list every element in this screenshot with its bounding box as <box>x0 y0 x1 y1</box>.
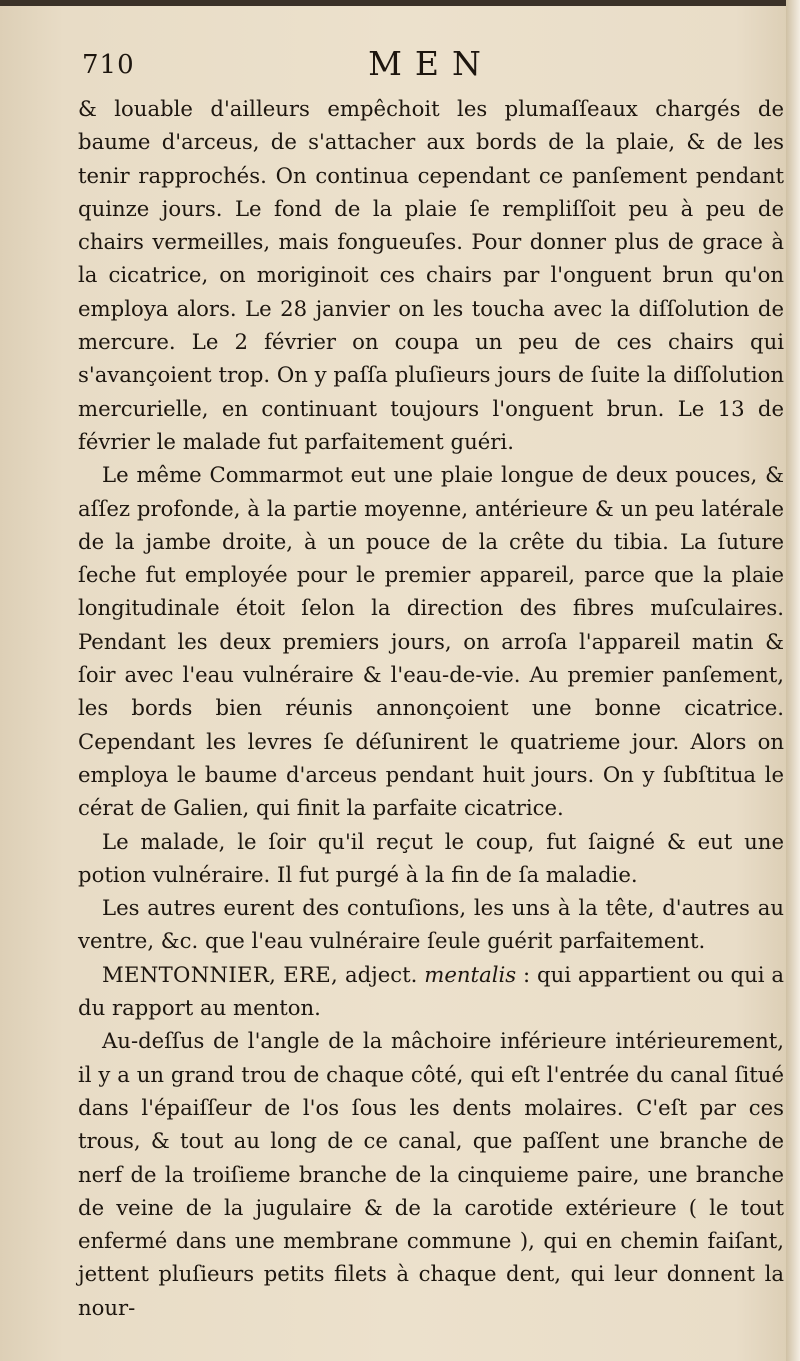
paragraph-4: Les autres eurent des contuſions, les uns à la tête, d'autres au ventre, &c. que l'eau vulnéraire ſeule guérit parfaitement. <box>78 895 784 954</box>
paragraph-6: Au-deſſus de l'angle de la mâchoire inférieure intérieurement, il y a un grand trou de chaque côté, qui eſt l'entrée du canal ſitué dans l'épaiſſeur de l'os ſous les dents molaires. C'eſt par ces trous, & tout au long de ce canal, que paſſent une branche de nerf de la troiſieme branche de la cinquieme paire, une branche de veine de la jugulaire & de la carotide extérieure ( le tout enfermé dans une membrane commune ), qui en chemin faiſant, jettent pluſieurs petits filets à chaque dent, qui leur donnent la nour- <box>78 1028 784 1320</box>
entry-definition: : qui appartient ou qui a du rapport au menton. <box>78 961 785 1021</box>
paragraph-3: Le malade, le ſoir qu'il reçut le coup, fut ſaigné & eut une potion vulnéraire. Il fut purgé à la fin de ſa maladie. <box>78 828 784 887</box>
page-right-edge <box>786 0 800 1361</box>
paragraph-2: Le même Commarmot eut une plaie longue de deux pouces, & aſſez profonde, à la partie moyenne, antérieure & un peu latérale de la jambe droite, à un pouce de la crête du tibia. La ſuture ſeche fut employée pour le premier appareil, parce que la plaie longitudinale étoit ſelon la direction des fibres muſculaires. Pendant les deux premiers jours, on arroſa l'appareil matin & ſoir avec l'eau vulnéraire & l'eau-de-vie. Au premier panſement, les bords bien réunis annonçoient une bonne cicatrice. Cependant les levres ſe déſunirent le quatrieme jour. Alors on employa le baume d'arceus pendant huit jours. On y ſubſtitua le cérat de Galien, qui finit la parfaite cicatrice. <box>78 462 784 821</box>
page-top-edge <box>0 0 800 6</box>
entry-headword: MENTONNIER, ERE, <box>102 961 339 987</box>
entry-part-of-speech: adject. <box>338 961 425 987</box>
page-number: 710 <box>82 50 135 80</box>
entry-latin-term: mentalis <box>424 961 517 987</box>
dictionary-entry <box>78 958 784 1025</box>
page-header <box>82 44 772 94</box>
body-text <box>78 92 784 1324</box>
running-head: MEN <box>368 44 494 83</box>
paragraph-1: & louable d'ailleurs empêchoit les plumaſſeaux chargés de baume d'arceus, de s'attacher aux bords de la plaie, & de les tenir rapprochés. On continua cependant ce panſement pendant quinze jours. Le fond de la plaie ſe rempliſſoit peu à peu de chairs vermeilles, mais fongueuſes. Pour donner plus de grace à la cicatrice, on moriginoit ces chairs par l'onguent brun qu'on employa alors. Le 28 janvier on les toucha avec la diſſolution de mercure. Le 2 février on coupa un peu de ces chairs qui s'avançoient trop. On y paſſa pluſieurs jours de ſuite la diſſolution mercurielle, en continuant toujours l'onguent brun. Le 13 de février le malade fut parfaitement guéri. <box>78 96 784 454</box>
